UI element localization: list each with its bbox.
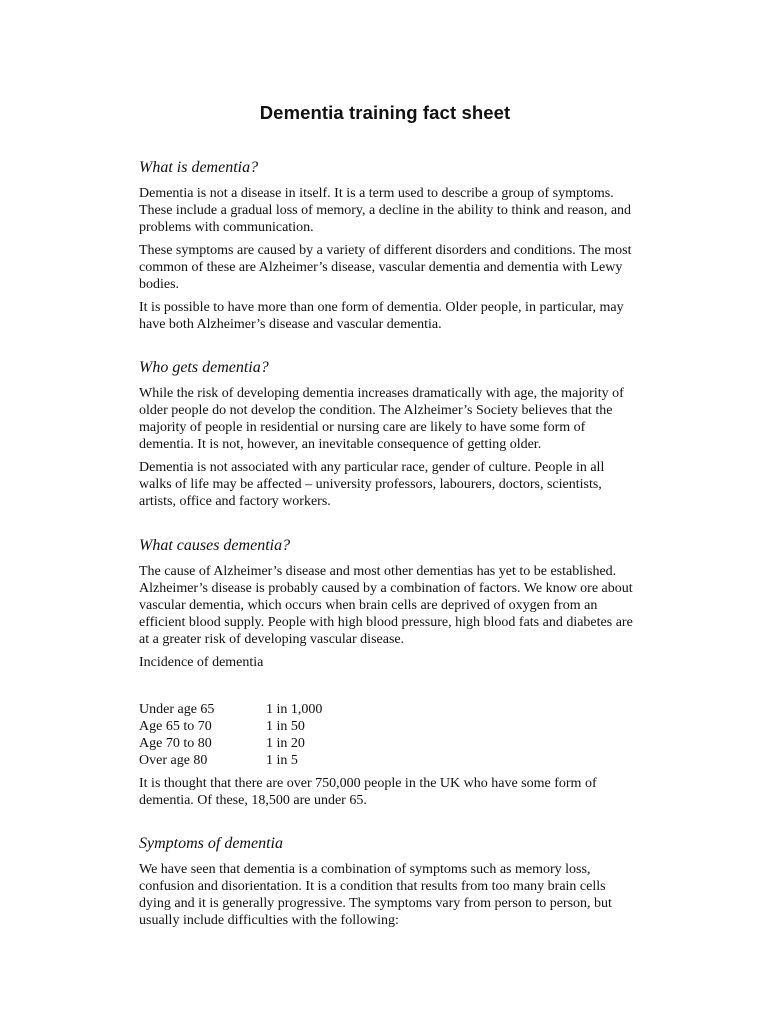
- paragraph: Dementia is not a disease in itself. It is a term used to describe a group of symptoms. These include a gradual loss of memory, a decline in the ability to think and reason, and problems with communication.: [139, 186, 632, 235]
- section-heading: What causes dementia?: [139, 537, 291, 554]
- section-heading: What is dementia?: [139, 159, 259, 176]
- section-symptoms-of-dementia: [139, 834, 639, 929]
- section-heading: Who gets dementia?: [139, 359, 269, 376]
- paragraph: It is possible to have more than one form of dementia. Older people, in particular, may have both Alzheimer’s disease and vascular dementia.: [139, 300, 624, 332]
- rate-cell: 1 in 20: [266, 736, 305, 751]
- table-row: [139, 701, 322, 718]
- age-cell: Age 65 to 70: [139, 719, 212, 734]
- paragraph: The cause of Alzheimer’s disease and most other dementias has yet to be established. Alzheimer’s disease is probably caused by a combination of factors. We know ore about vascular dementia, which occurs when brain cells are deprived of oxygen from an efficient blood supply. People with high blood pressure, high blood fats and diabetes are at a greater risk of developing vascular disease.: [139, 564, 633, 647]
- table-row: [139, 718, 322, 735]
- age-cell: Over age 80: [139, 753, 208, 768]
- paragraph: While the risk of developing dementia increases dramatically with age, the majority of older people do not develop the condition. The Alzheimer’s Society believes that the majority of people in residential or nursing care are likely to have some form of dementia. It is not, however, an inevitable consequence of getting older.: [139, 386, 624, 452]
- age-cell: Under age 65: [139, 702, 215, 717]
- rate-cell: 1 in 5: [266, 753, 298, 768]
- incidence-table: [139, 701, 322, 769]
- section-who-gets-dementia: [139, 358, 639, 510]
- rate-cell: 1 in 1,000: [266, 702, 323, 717]
- section-heading: Symptoms of dementia: [139, 835, 283, 852]
- paragraph: These symptoms are caused by a variety of different disorders and conditions. The most common of these are Alzheimer’s disease, vascular dementia and dementia with Lewy bodies.: [139, 243, 632, 292]
- section-what-causes-dementia: [139, 536, 639, 809]
- table-row: [139, 752, 322, 769]
- rate-cell: 1 in 50: [266, 719, 305, 734]
- document-body: [139, 158, 639, 954]
- incidence-label: Incidence of dementia: [139, 655, 264, 670]
- paragraph: Dementia is not associated with any particular race, gender of culture. People in all walks of life may be affected – university professors, labourers, doctors, scientists, artists, office and factory workers.: [139, 460, 605, 509]
- age-cell: Age 70 to 80: [139, 736, 212, 751]
- document-title: Dementia training fact sheet: [259, 102, 511, 123]
- paragraph: We have seen that dementia is a combination of symptoms such as memory loss, confusion and disorientation. It is a condition that results from too many brain cells dying and it is generally progressive. The symptoms vary from person to person, but usually include difficulties with the following:: [139, 862, 612, 928]
- paragraph: It is thought that there are over 750,000 people in the UK who have some form of dementia. Of these, 18,500 are under 65.: [139, 776, 597, 808]
- table-row: [139, 735, 322, 752]
- section-what-is-dementia: [139, 158, 639, 333]
